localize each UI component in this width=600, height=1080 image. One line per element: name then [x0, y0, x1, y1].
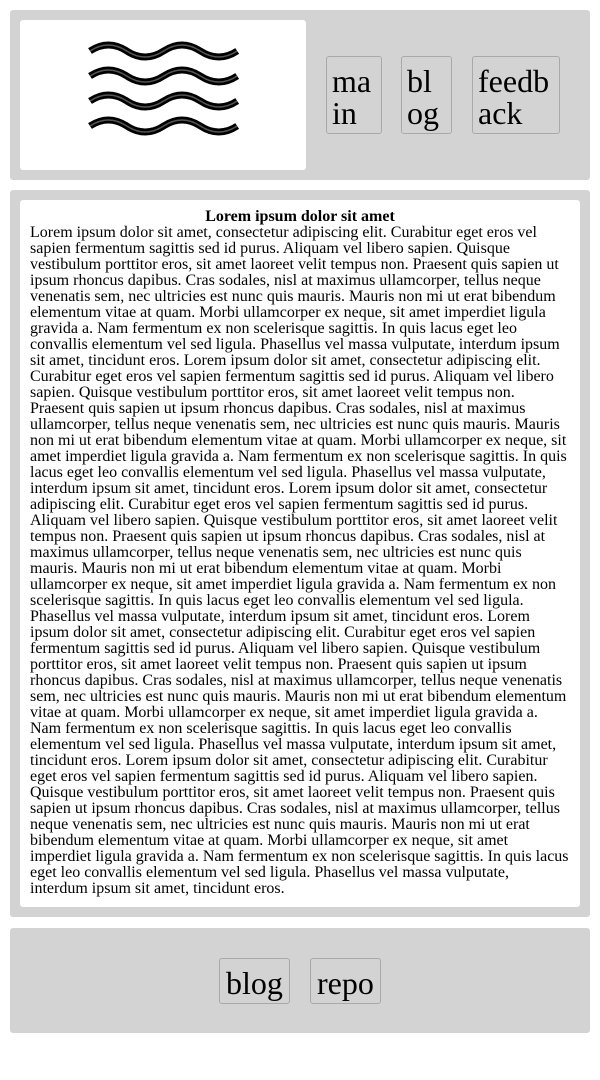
- article-body: Lorem ipsum dolor sit amet, consectetur adipiscing elit. Curabitur eget eros vel sapien fermentum sagittis sed id purus. Aliquam vel libero sapien. Quisque vestibulum porttitor eros, sit amet laoreet velit tempus non. Praesent quis sapien ut ipsum rhoncus dapibus. Cras sodales, nisl at maximus ullamcorper, tellus neque venenatis sem, nec ultricies est nunc quis mauris. Mauris non mi ut erat bibendum elementum vitae at quam. Morbi ullamcorper ex neque, sit amet imperdiet ligula gravida a. Nam fermentum ex non scelerisque sagittis. In quis lacus eget leo convallis elementum vel sed ligula. Phasellus vel massa vulputate, interdum ipsum sit amet, tincidunt eros. Lorem ipsum dolor sit amet, consectetur adipiscing elit. Curabitur eget eros vel sapien fermentum sagittis sed id purus. Aliquam vel libero sapien. Quisque vestibulum porttitor eros, sit amet laoreet velit tempus non. Praesent quis sapien ut ipsum rhoncus dapibus. Cras sodales, nisl at maximus ullamcorper, tellus neque venenatis sem, nec ultricies est nunc quis mauris. Mauris non mi ut erat bibendum elementum vitae at quam. Morbi ullamcorper ex neque, sit amet imperdiet ligula gravida a. Nam fermentum ex non scelerisque sagittis. In quis lacus eget leo convallis elementum vel sed ligula. Phasellus vel massa vulputate, interdum ipsum sit amet, tincidunt eros. Lorem ipsum dolor sit amet, consectetur adipiscing elit. Curabitur eget eros vel sapien fermentum sagittis sed id purus. Aliquam vel libero sapien. Quisque vestibulum porttitor eros, sit amet laoreet velit tempus non. Praesent quis sapien ut ipsum rhoncus dapibus. Cras sodales, nisl at maximus ullamcorper, tellus neque venenatis sem, nec ultricies est nunc quis mauris. Mauris non mi ut erat bibendum elementum vitae at quam. Morbi ullamcorper ex neque, sit amet imperdiet ligula gravida a. Nam fermentum ex non scelerisque sagittis. In quis lacus eget leo convallis elementum vel sed ligula. Phasellus vel massa vulputate, interdum ipsum sit amet, tincidunt eros. Lorem ipsum dolor sit amet, consectetur adipiscing elit. Curabitur eget eros vel sapien fermentum sagittis sed id purus. Aliquam vel libero sapien. Quisque vestibulum porttitor eros, sit amet laoreet velit tempus non. Praesent quis sapien ut ipsum rhoncus dapibus. Cras sodales, nisl at maximus ullamcorper, tellus neque venenatis sem, nec ultricies est nunc quis mauris. Mauris non mi ut erat bibendum elementum vitae at quam. Morbi ullamcorper ex neque, sit amet imperdiet ligula gravida a. Nam fermentum ex non scelerisque sagittis. In quis lacus eget leo convallis elementum vel sed ligula. Phasellus vel massa vulputate, interdum ipsum sit amet, tincidunt eros. Lorem ipsum dolor sit amet, consectetur adipiscing elit. Curabitur eget eros vel sapien fermentum sagittis sed id purus. Aliquam vel libero sapien. Quisque vestibulum porttitor eros, sit amet laoreet velit tempus non. Praesent quis sapien ut ipsum rhoncus dapibus. Cras sodales, nisl at maximus ullamcorper, tellus neque venenatis sem, nec ultricies est nunc quis mauris. Mauris non mi ut erat bibendum elementum vitae at quam. Morbi ullamcorper ex neque, sit amet imperdiet ligula gravida a. Nam fermentum ex non scelerisque sagittis. In quis lacus eget leo convallis elementum vel sed ligula. Phasellus vel massa vulputate, interdum ipsum sit amet, tincidunt eros.: [30, 224, 569, 897]
- logo[interactable]: [20, 20, 306, 170]
- article-title: Lorem ipsum dolor sit amet: [205, 208, 395, 225]
- header: [10, 10, 590, 180]
- article: [20, 200, 580, 907]
- nav-feedback-button[interactable]: feedback: [472, 56, 560, 134]
- footer: [10, 928, 590, 1033]
- nav-main-button[interactable]: main: [326, 56, 382, 134]
- footer-blog-button[interactable]: blog: [219, 958, 290, 1004]
- wave-icon: [20, 20, 306, 170]
- main-content: [10, 190, 590, 917]
- footer-repo-button[interactable]: repo: [310, 958, 381, 1004]
- nav-blog-button[interactable]: blog: [401, 56, 452, 134]
